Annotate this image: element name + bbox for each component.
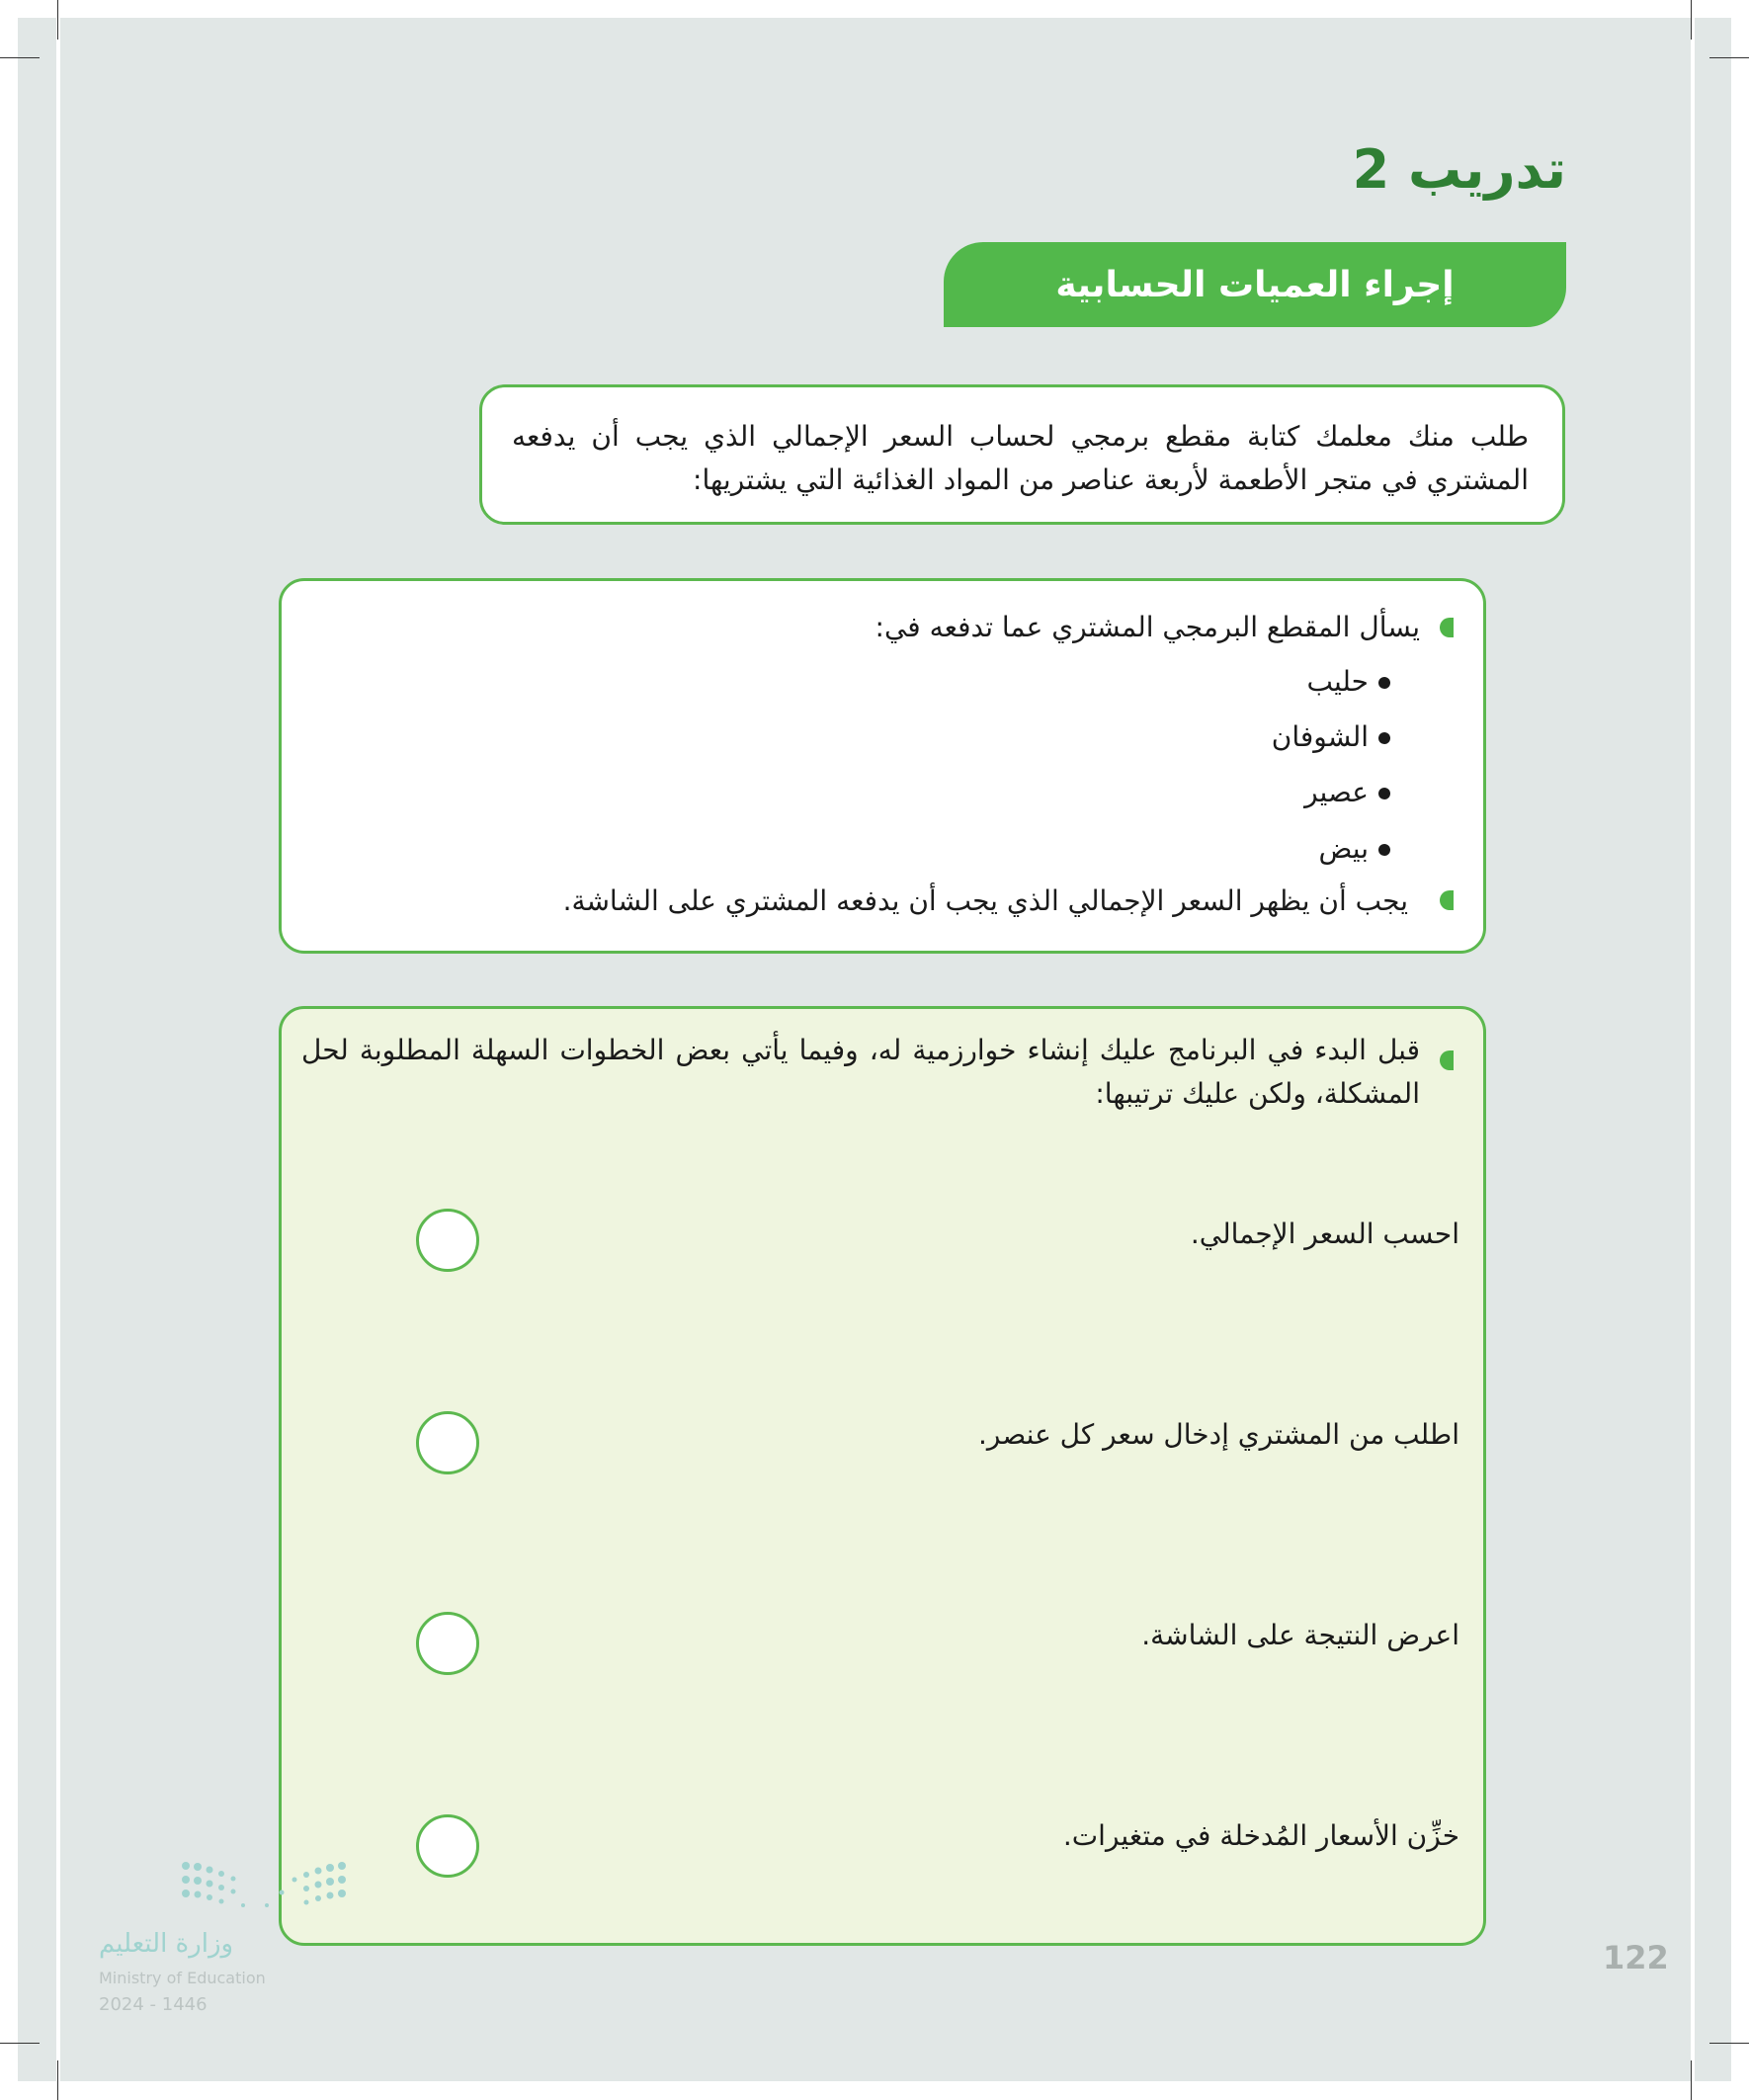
requirements-box <box>279 578 1486 954</box>
bullet-marker-icon <box>1440 618 1454 637</box>
crop-mark <box>1709 2043 1749 2044</box>
ministry-name-arabic: وزارة التعليم <box>99 1929 234 1959</box>
bullet-icon <box>1378 788 1390 799</box>
algorithm-box <box>279 1006 1486 1946</box>
margin-line <box>1691 18 1695 2081</box>
bullet-icon <box>1378 844 1390 856</box>
list-item: حليب <box>1306 660 1390 704</box>
step-order-input[interactable] <box>416 1209 479 1272</box>
algorithm-step: خزِّن الأسعار المُدخلة في متغيرات. <box>1062 1819 1459 1852</box>
requirement-display: يجب أن يظهر السعر الإجمالي الذي يجب أن يدفعه المشتري على الشاشة. <box>562 884 1408 917</box>
list-item: الشوفان <box>1272 715 1390 759</box>
algorithm-step: احسب السعر الإجمالي. <box>1190 1218 1459 1250</box>
bullet-icon <box>1378 732 1390 744</box>
list-item: عصير <box>1304 771 1390 814</box>
intro-text: طلب منك معلمك كتابة مقطع برمجي لحساب السعر الإجمالي الذي يجب أن يدفعه المشتري في متجر الأطعمة لأربعة عناصر من المواد الغذائية التي يشتريها: <box>512 420 1529 496</box>
bullet-marker-icon <box>1440 890 1454 910</box>
crop-mark <box>57 2060 58 2100</box>
section-banner <box>944 242 1566 327</box>
page-number: 122 <box>1603 1939 1669 1976</box>
bullet-marker-icon <box>1440 1050 1454 1070</box>
crop-mark <box>1691 0 1692 40</box>
crop-mark <box>1691 2060 1692 2100</box>
step-order-input[interactable] <box>416 1814 479 1878</box>
crop-mark <box>57 0 58 40</box>
requirement-ask: يسأل المقطع البرمجي المشتري عما تدفعه في: <box>874 611 1420 643</box>
list-item: بيض <box>1318 827 1390 871</box>
edition-year: 2024 - 1446 <box>99 1994 208 2015</box>
bullet-icon <box>1378 677 1390 689</box>
algorithm-step: اطلب من المشتري إدخال سعر كل عنصر. <box>977 1418 1459 1451</box>
ministry-name-english: Ministry of Education <box>99 1969 266 1987</box>
crop-mark <box>0 57 40 58</box>
algorithm-instruction: قبل البدء في البرنامج عليك إنشاء خوارزمية له، وفيما يأتي بعض الخطوات السهلة المطلوبة لحل المشكلة، ولكن عليك ترتيبها: <box>301 1034 1420 1110</box>
crop-mark <box>0 2043 40 2044</box>
page-title: تدريب 2 <box>1352 138 1566 201</box>
banner-label: إجراء العميات الحسابية <box>1055 264 1455 305</box>
step-order-input[interactable] <box>416 1411 479 1474</box>
step-order-input[interactable] <box>416 1612 479 1675</box>
ministry-logo-icon <box>178 1860 351 1919</box>
margin-line <box>56 18 60 2081</box>
intro-box <box>479 384 1565 525</box>
algorithm-step: اعرض النتيجة على الشاشة. <box>1141 1619 1459 1651</box>
crop-mark <box>1709 57 1749 58</box>
